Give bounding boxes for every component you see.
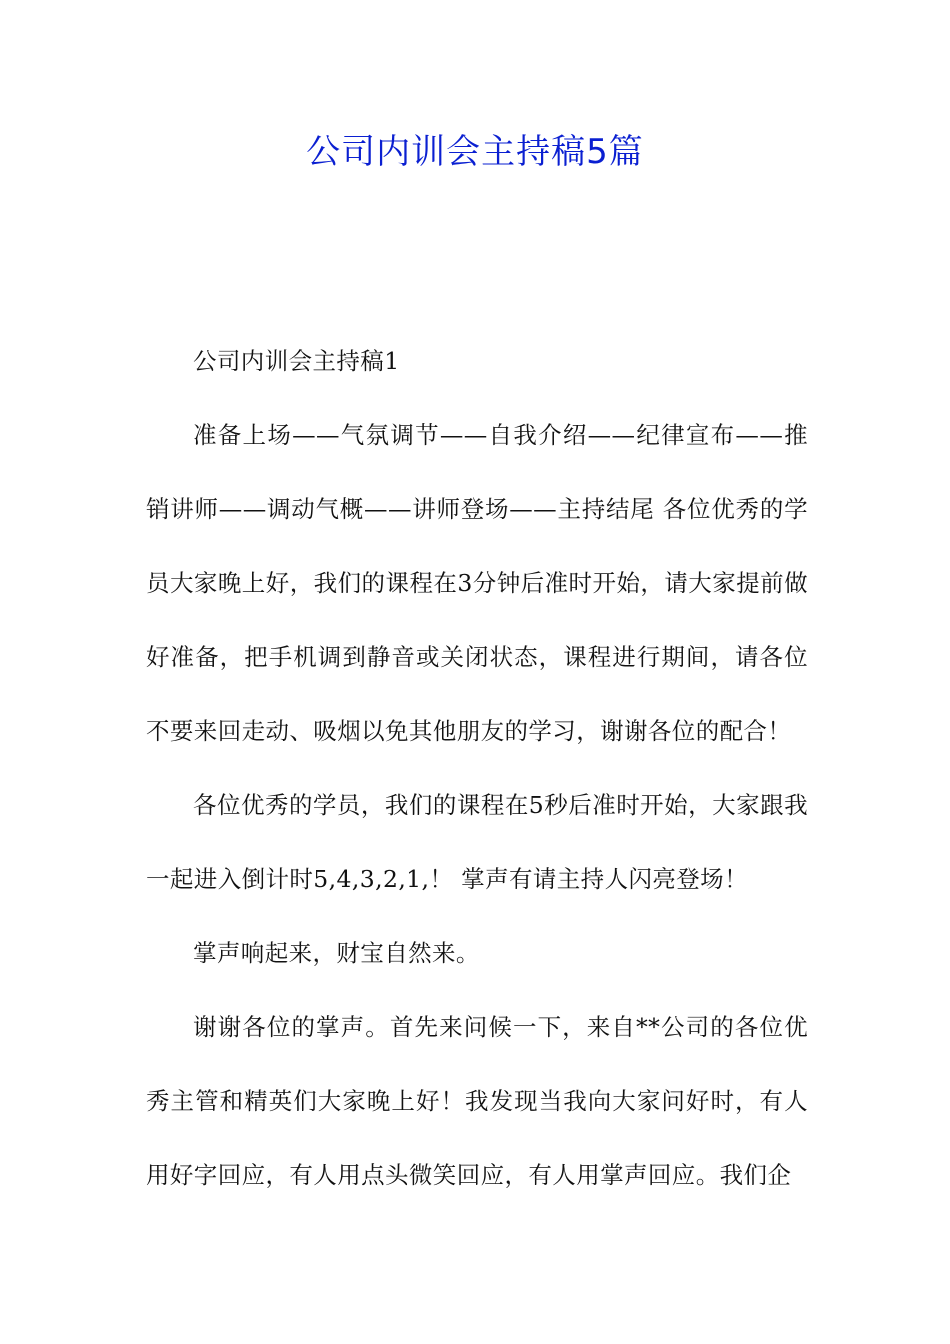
paragraph: 准备上场——气氛调节——自我介绍——纪律宣布——推销讲师——调动气概——讲师登场——主持结尾 各位优秀的学员大家晚上好，我们的课程在3分钟后准时开始，请大家提前做好准备，把手机调到静音或关闭状态，课程进行期间，请各位不要来回走动、吸烟以免其他朋友的学习，谢谢各位的配合！ <box>146 421 808 745</box>
paragraph: 掌声响起来，财宝自然来。 <box>193 939 480 967</box>
paragraph: 谢谢各位的掌声。首先来问候一下，来自**公司的各位优秀主管和精英们大家晚上好！我发现当我向大家问好时，有人用好字回应，有人用点头微笑回应，有人用掌声回应。我们企 <box>146 1013 808 1189</box>
document-title: 公司内训会主持稿5篇 <box>306 132 644 172</box>
paragraph-heading: 公司内训会主持稿1 <box>193 347 400 375</box>
document-body <box>146 324 808 1212</box>
paragraph: 各位优秀的学员，我们的课程在5秒后准时开始，大家跟我一起进入倒计时5,4,3,2,1,！ 掌声有请主持人闪亮登场！ <box>146 791 808 893</box>
